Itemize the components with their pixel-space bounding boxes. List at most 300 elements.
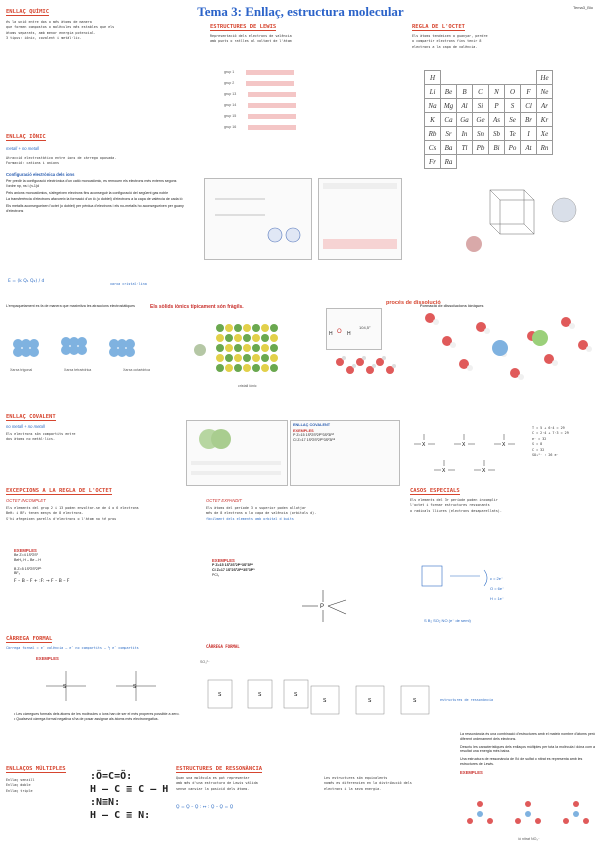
- enllac-ionic-subtitle: metall + no metall: [6, 146, 39, 151]
- covalent-box-header: ENLLAÇ COVALENT: [293, 423, 331, 427]
- para: Per predir la configuració electrònica d'un catió monoatòmic, es remouen els electrons més externs segons l'ordre np, ns i (n-1)d: [6, 179, 177, 188]
- s-atom: S: [413, 698, 417, 704]
- crystal-ion: [234, 354, 242, 362]
- element-cell: [489, 155, 505, 169]
- crystal-ion: [234, 334, 242, 342]
- calc-column: [532, 426, 598, 458]
- water-hydrogen: [484, 328, 490, 334]
- element-cell: Rn: [537, 141, 553, 155]
- oxygen-atom: [525, 801, 531, 807]
- element-cell: Mg: [441, 99, 457, 113]
- p-config: P Z=15 1S²2S²2P⁶3S²3P³: [293, 433, 334, 437]
- water-cluster: [330, 350, 400, 384]
- carrega-formal-header: CÀRREGA FORMAL: [6, 636, 53, 642]
- note: fàcilment dels elements amb orbital d buits: [206, 516, 294, 521]
- calc-line: C = 32: [532, 447, 545, 452]
- element-cell: Al: [457, 99, 473, 113]
- octet-expandit-title: OCTET EXPANDIT: [206, 498, 242, 503]
- water-hydrogen: [518, 374, 524, 380]
- no3-caption: [460, 837, 598, 841]
- angle-label: 104,5°: [359, 325, 371, 330]
- element-cell: Bi: [489, 141, 505, 155]
- ion-formation-svg: [205, 179, 311, 259]
- carrega-formal-formula: Càrrega formal = eˉ valència – eˉ no compartits – ½ eˉ compartits: [6, 646, 139, 650]
- crystal-ion: [225, 324, 233, 332]
- crystal-ion: [243, 324, 251, 332]
- element-cell: Be: [441, 85, 457, 99]
- para: Una estructura de ressonància de l'ió de sulfat o nitrat es representa amb les estructures de Lewis.: [460, 757, 583, 766]
- water-hydrogen: [467, 365, 473, 371]
- enllac-ionic-header: ENLLAÇ IÒNIC: [6, 134, 46, 140]
- h2-bond-diagram: [186, 420, 288, 486]
- ionic-bond-box: [318, 178, 402, 260]
- crystal-ion: [252, 344, 260, 352]
- element-cell: Si: [473, 99, 489, 113]
- pcl5-structure: [292, 586, 358, 626]
- water-hydrogen: [362, 356, 366, 360]
- calc-line: S = 8: [532, 442, 543, 447]
- periodic-row: [425, 155, 553, 169]
- ionic-bond-svg: [319, 179, 401, 259]
- water-svg: [327, 309, 381, 349]
- h2-bond-svg: [187, 421, 287, 485]
- element-cell: Sb: [489, 127, 505, 141]
- central-atom: X: [442, 468, 446, 474]
- element-cell: I: [521, 127, 537, 141]
- bond-type: Enllaç triple: [6, 788, 33, 793]
- lattice-sphere: [29, 347, 39, 357]
- element-cell: [505, 155, 521, 169]
- oxygen-atom: [477, 801, 483, 807]
- line: és la unió entre dos o més àtoms de manera: [6, 20, 92, 24]
- octet-expandit-examples: [212, 558, 372, 577]
- element-cell: Ne: [537, 85, 553, 99]
- element-cell: Xe: [537, 127, 553, 141]
- crystal-ion: [216, 354, 224, 362]
- periodic-row: [425, 127, 553, 141]
- be-config: Be Z=4 1S²2S²: [14, 553, 38, 557]
- page-title: Tema 3: Enllaç, estructura molecular: [197, 4, 404, 19]
- dissolution-diagram-title: Formació de dissolucions iòniques: [420, 304, 484, 308]
- ressonancia-text: [176, 776, 326, 792]
- ion: [492, 340, 508, 356]
- ion: [532, 330, 548, 346]
- central-atom: X: [422, 442, 426, 448]
- lewis-text: [210, 34, 400, 45]
- packing-caption: L'empaquetament es fa de manera que maximitza les atraccions electrostàtiques: [6, 304, 135, 308]
- fragile-crystal-diagram: [180, 320, 320, 380]
- ion-formation-diagram: [204, 178, 312, 260]
- n2-formula: :N≡N:: [90, 797, 121, 808]
- element-cell: Fr: [425, 155, 441, 169]
- oxygen-atom: O: [337, 329, 342, 335]
- carrega-formal-bullets: [14, 712, 204, 722]
- box-title: Configuració electrònica dels ions: [6, 172, 75, 177]
- lattice-sphere: [125, 347, 135, 357]
- bullet: • Qualsevol càrrega formal negativa s'ha de posar assignar als àtoms més electronegatius.: [14, 716, 159, 721]
- group-label: grup 16: [224, 125, 237, 129]
- element-cell: Kr: [537, 113, 553, 127]
- energy-note: xarxa cristal·lina: [110, 282, 147, 286]
- ressonancia-right-text: [324, 776, 454, 792]
- octet-header: REGLA DE L'OCTET: [412, 24, 465, 30]
- para: Els metalls aconsegueixen l'octet (o doblet) per pèrdua d'electrons i els no-metalls ho aconsegueixen per guany d'electrons: [6, 204, 184, 213]
- covalent-examples-box: [290, 420, 400, 486]
- crystal-ion: [194, 344, 206, 356]
- line: Els àtoms del període 3 o superior poden allotjar: [206, 506, 307, 510]
- octet-incomplet-examples: [14, 548, 194, 585]
- periodic-table: [424, 70, 553, 169]
- element-cell: [489, 71, 505, 85]
- line: Els electrons són compartits entre: [6, 432, 76, 436]
- water-hydrogen: [569, 323, 575, 329]
- element-cell: [521, 155, 537, 169]
- dissolution-svg: [420, 308, 596, 390]
- examples-label: EXEMPLES: [212, 558, 235, 563]
- periodic-row: [425, 141, 553, 155]
- line: Els elements del grup 2 i 13 poden envoltar-se de 4 o 6 electrons: [6, 506, 139, 510]
- water-hydrogen: [450, 342, 456, 348]
- element-cell: [537, 155, 553, 169]
- octet-text: [412, 34, 592, 50]
- element-cell: In: [457, 127, 473, 141]
- element-cell: K: [425, 113, 441, 127]
- element-cell: [441, 71, 457, 85]
- casos-especials-header: CASOS ESPECIALS: [410, 488, 460, 494]
- s-atom: S: [133, 684, 137, 690]
- note-text: H = 1e⁻: [490, 596, 505, 601]
- element-cell: [505, 71, 521, 85]
- line: que formen compostos o molècules més estables que els: [6, 25, 115, 30]
- crystal-ion: [216, 364, 224, 372]
- crystal-ion: [243, 364, 251, 372]
- carrega-formal-title-mid: CÀRREGA FORMAL: [206, 644, 240, 649]
- s-atom: S: [368, 698, 372, 704]
- crystal-lattice-svg: [460, 180, 590, 260]
- crystal-ion: [270, 344, 278, 352]
- crystal-ion: [252, 354, 260, 362]
- examples-label: EXEMPLES: [36, 656, 59, 661]
- so4-svg: [200, 664, 310, 724]
- lewis-group-row: [224, 70, 384, 75]
- multiple-bond-formulas: [90, 770, 168, 822]
- water-hydrogen: [342, 356, 346, 360]
- line: electrons i la seva energia.: [324, 786, 382, 791]
- periodic-row: [425, 99, 553, 113]
- element-cell: He: [537, 71, 553, 85]
- crystal-ion: [252, 334, 260, 342]
- element-cell: Cs: [425, 141, 441, 155]
- lewis-group-row: [224, 114, 384, 119]
- crystal-ion: [270, 324, 278, 332]
- highlight-bar: [248, 114, 296, 119]
- line: sense canviar la posició dels àtoms.: [176, 786, 250, 791]
- element-cell: F: [521, 85, 537, 99]
- so4-resonance-svg: [310, 680, 440, 720]
- central-atom: X: [502, 442, 506, 448]
- element-cell: Rb: [425, 127, 441, 141]
- s-atom: S: [258, 692, 262, 698]
- element-cell: C: [473, 85, 489, 99]
- water-hydrogen: [433, 319, 439, 325]
- element-cell: Sn: [473, 127, 489, 141]
- line: àtoms separats, amb menor energia potencial.: [6, 30, 96, 35]
- lewis-group-row: [224, 81, 384, 86]
- oxygen-atom: [573, 801, 579, 807]
- note-text: c = 2e⁻: [490, 576, 504, 581]
- line: o compartir electrons fins tenir 8: [412, 39, 482, 44]
- p-config: P Z=15 1S²2S²2P⁶3S²3P³: [212, 563, 254, 567]
- crystal-ion: [225, 344, 233, 352]
- enllacos-multiples-list: [6, 778, 86, 794]
- cl-config: Cl Z=17 1S²2S²2P⁶3S²3P⁵: [293, 437, 336, 442]
- cl-config: Cl Z=17 1S²2S²2P⁶3S²3P⁵: [212, 567, 255, 572]
- crystal-ion: [252, 324, 260, 332]
- note-text: S B₂ SO₂ NO (e⁻ de semi): [424, 618, 471, 623]
- beh2-formula: BeH₂ H – Be – H: [14, 557, 41, 562]
- line: Els àtoms tendeixen a guanyar, perdre: [412, 34, 488, 38]
- water-molecule-box: [326, 308, 382, 350]
- crystal-ion: [216, 334, 224, 342]
- hcn-formula: H – C ≡ N:: [90, 810, 151, 821]
- crystal-ion: [216, 324, 224, 332]
- element-cell: Ga: [457, 113, 473, 127]
- element-cell: At: [521, 141, 537, 155]
- crystal-ion: [243, 334, 251, 342]
- element-cell: Ca: [441, 113, 457, 127]
- bullet-text: Les càrregues formals dels àtoms de les molècules o ions han de ser el més properes possible a zero.: [16, 712, 180, 716]
- corner-tag: Tema3_Bio: [572, 5, 593, 10]
- crystal-lattice-images: [460, 180, 590, 260]
- element-cell: Ra: [441, 155, 457, 169]
- oxygen-atom: [487, 818, 493, 824]
- highlight-bar: [248, 103, 296, 108]
- nitrogen-atom: [477, 811, 483, 817]
- lattice-spheres: [6, 328, 146, 368]
- crystal-ion: [225, 334, 233, 342]
- line: Les estructures són equivalents: [324, 776, 388, 780]
- element-cell: Pb: [473, 141, 489, 155]
- element-cell: [457, 155, 473, 169]
- element-cell: Se: [505, 113, 521, 127]
- bullet: • Les càrregues formals dels àtoms de les molècules o ions han de ser el més properes possible a zero.: [14, 712, 180, 716]
- element-cell: Ge: [473, 113, 489, 127]
- enllac-ionic-notes: [6, 156, 186, 167]
- para: Descriu les característiques dels enllaços múltiples per tota la molècula i dóna com a resultat una energia més baixa.: [460, 744, 596, 754]
- crystal-ion: [243, 344, 251, 352]
- lewis-molecules-svg: [404, 424, 526, 484]
- bond-type: Enllaç senzill: [6, 778, 35, 782]
- water-cluster-svg: [330, 350, 400, 384]
- hydrogen-atom: H: [329, 331, 333, 337]
- fragile-text: Els sòlids iònics típicament són fràgils.: [150, 304, 244, 310]
- lattice-label: Xarxa trigonal: [10, 368, 33, 372]
- water-hydrogen: [586, 346, 592, 352]
- oxygen-atom: [467, 818, 473, 824]
- element-cell: [473, 71, 489, 85]
- oxygen-atom: [535, 818, 541, 824]
- crystal-ion: [261, 364, 269, 372]
- octet-expandit-text: [206, 506, 396, 522]
- octet-incomplet-title: OCTET INCOMPLET: [6, 498, 46, 503]
- element-cell: O: [505, 85, 521, 99]
- line: Els elements del 3r període poden incomplir: [410, 498, 498, 502]
- group-label: grup 13: [224, 92, 237, 96]
- carrega-formal-example: [36, 656, 196, 716]
- note: Formació: cations i anions: [6, 161, 60, 166]
- lattice-label: Xarxa octaèdrica: [123, 368, 150, 372]
- highlight-bar: [248, 92, 296, 97]
- water-hydrogen: [382, 356, 386, 360]
- crystal-ion: [261, 334, 269, 342]
- line: 3 tipus: iònic, covalent i metàl·lic.: [6, 36, 82, 41]
- line: dos àtoms no metàl·lics.: [6, 437, 55, 442]
- element-cell: Ar: [537, 99, 553, 113]
- lattice-sphere: [77, 345, 87, 355]
- highlight-bar: [246, 70, 294, 75]
- calc-line: C = 2·4 + 7·3 = 29: [532, 431, 569, 436]
- line: amb punts o ratlles al voltant de l'àtom: [210, 39, 292, 44]
- bullet-text: Qualsevol càrrega formal negativa s'ha de posar assignar als àtoms més electronegatius.: [16, 716, 159, 721]
- crystal-ion: [225, 364, 233, 372]
- bond-type: Enllaç doble: [6, 783, 31, 788]
- coulomb-energy-formula: E = (k Q₁ Q₂) / d: [8, 279, 45, 284]
- oxygen-atom: [583, 818, 589, 824]
- line: S'hi afegeixen parells d'electrons o l'àtom no té prou: [6, 516, 117, 521]
- p-atom: P: [320, 604, 325, 610]
- c2h2-formula: H – C ≡ C – H: [90, 784, 169, 795]
- enllac-quimic-text: [6, 20, 186, 42]
- oxygen-atom: [515, 818, 521, 824]
- b-config: B Z=5 1S²2S²2P¹: [14, 566, 42, 571]
- s-atom: S: [63, 684, 67, 690]
- co2-formula: :Ö=C=Ö:: [90, 771, 133, 782]
- element-cell: Te: [505, 127, 521, 141]
- bf3-reaction: F – B – F + :F: → F – B – F: [14, 579, 70, 585]
- crystal-svg: [180, 320, 320, 380]
- enllac-quimic-header: ENLLAÇ QUÍMIC: [6, 9, 50, 15]
- line: l'octet i formar estructures ressonants: [410, 503, 490, 508]
- group-label: grup 1: [224, 70, 235, 74]
- no3-label: ió nitrat: [518, 837, 531, 841]
- casos-especials-svg: [420, 560, 596, 630]
- element-cell: [457, 71, 473, 85]
- central-atom: X: [462, 442, 466, 448]
- lewis-molecules: [404, 424, 526, 484]
- highlight-bar: [246, 81, 294, 86]
- crystal-ion: [252, 364, 260, 372]
- enllac-covalent-header: ENLLAÇ COVALENT: [6, 414, 56, 420]
- element-cell: H: [425, 71, 441, 85]
- covalent-text: [6, 432, 186, 443]
- nitrogen-atom: [573, 811, 579, 817]
- so4-resonance: [310, 680, 440, 720]
- lewis-header: ESTRUCTURES DE LEWIS: [210, 24, 277, 30]
- line: Quan una molècula es pot representar: [176, 776, 250, 780]
- casos-especials-diagram: [420, 560, 596, 630]
- lewis-group-row: [224, 125, 384, 130]
- s-atom: S: [218, 692, 222, 698]
- water-hydrogen: [372, 364, 376, 368]
- crystal-ion: [261, 324, 269, 332]
- line: més de 8 electrons a la capa de valència (orbitals d).: [206, 511, 317, 516]
- element-cell: Tl: [457, 141, 473, 155]
- so4-label: SO₄²⁻: [200, 660, 210, 664]
- periodic-row: [425, 71, 553, 85]
- nitrogen-atom: [525, 811, 531, 817]
- no3-resonance: [460, 796, 598, 840]
- pcl5-formula: PCl₅: [212, 572, 220, 577]
- group-label: grup 2: [224, 81, 235, 85]
- octet-incomplet-text: [6, 506, 202, 522]
- enllacos-multiples-header: ENLLAÇOS MÚLTIPLES: [6, 766, 66, 772]
- crystal-ion: [234, 344, 242, 352]
- pcl5-svg: [292, 586, 358, 626]
- s-atom: S: [323, 698, 327, 704]
- ressonancia-header: ESTRUCTURES DE RESSONÀNCIA: [176, 766, 263, 772]
- lewis-group-row: [224, 92, 384, 97]
- line: Representació dels electrons de valència: [210, 34, 292, 38]
- crystal-ion: [243, 354, 251, 362]
- element-cell: N: [489, 85, 505, 99]
- o3-resonance: O̤ = O̤ – O̤ : ↔ : O̤ – O̤ = O̤: [176, 805, 234, 810]
- element-cell: Br: [521, 113, 537, 127]
- crystal-ion: [261, 344, 269, 352]
- lattice-label: Xarxa tetraèdrica: [63, 368, 92, 372]
- element-cell: Li: [425, 85, 441, 99]
- line: BeH₂ i BF₃ tenen menys de 8 electrons.: [6, 511, 84, 516]
- crystal-ion: [234, 364, 242, 372]
- water-hydrogen: [552, 360, 558, 366]
- periodic-row: [425, 85, 553, 99]
- calc-line: SO₃²⁻ : 26 e⁻: [532, 453, 559, 458]
- line: amb més d'una estructura de Lewis vàlida: [176, 781, 258, 786]
- ressonancia-paras: [460, 732, 598, 775]
- element-cell: P: [489, 99, 505, 113]
- element-cell: [473, 155, 489, 169]
- line: o radicals lliures (electrons desaparellats).: [410, 508, 502, 513]
- enllac-covalent-subtitle: no metall + no metall: [6, 424, 45, 429]
- calc-line: T = 5 + 6·4 = 29: [532, 426, 565, 430]
- crystal-ion: [270, 364, 278, 372]
- line: només es diferencien en la distribució dels: [324, 781, 412, 786]
- water-hydrogen: [392, 364, 396, 368]
- ionic-config-box: [6, 172, 186, 214]
- lattice-labels: [10, 368, 150, 372]
- para: La transferència d'electrons afavoreix la formació d'un ió (o doblet) d'electrons a la capa de valència de cada ió: [6, 197, 183, 202]
- element-cell: As: [489, 113, 505, 127]
- crystal-ion: [216, 344, 224, 352]
- oxygen-atom: [563, 818, 569, 824]
- water-hydrogen: [352, 364, 356, 368]
- crystal-label: cristall iònic: [238, 384, 257, 388]
- element-cell: Ba: [441, 141, 457, 155]
- element-cell: Cl: [521, 99, 537, 113]
- crystal-ion: [261, 354, 269, 362]
- element-cell: B: [457, 85, 473, 99]
- lewis-groups-list: [224, 70, 384, 130]
- lattice-spheres-svg: [6, 328, 146, 368]
- no3-formula: NO₃⁻: [531, 837, 540, 841]
- highlight-bar: [248, 125, 296, 130]
- examples-label: EXEMPLES: [460, 769, 483, 775]
- excepcions-header: EXCEPCIONS A LA REGLA DE L'OCTET: [6, 488, 112, 494]
- central-atom: X: [482, 468, 486, 474]
- covalent-examples-label: EXEMPLES: [293, 429, 314, 433]
- so4-structures: [200, 660, 310, 726]
- para: Pels anions monoatòmics, s'afegeixen electrons fins aconseguir la configuració del següent gas noble: [6, 190, 169, 195]
- line: electrons a la capa de valència.: [412, 44, 478, 49]
